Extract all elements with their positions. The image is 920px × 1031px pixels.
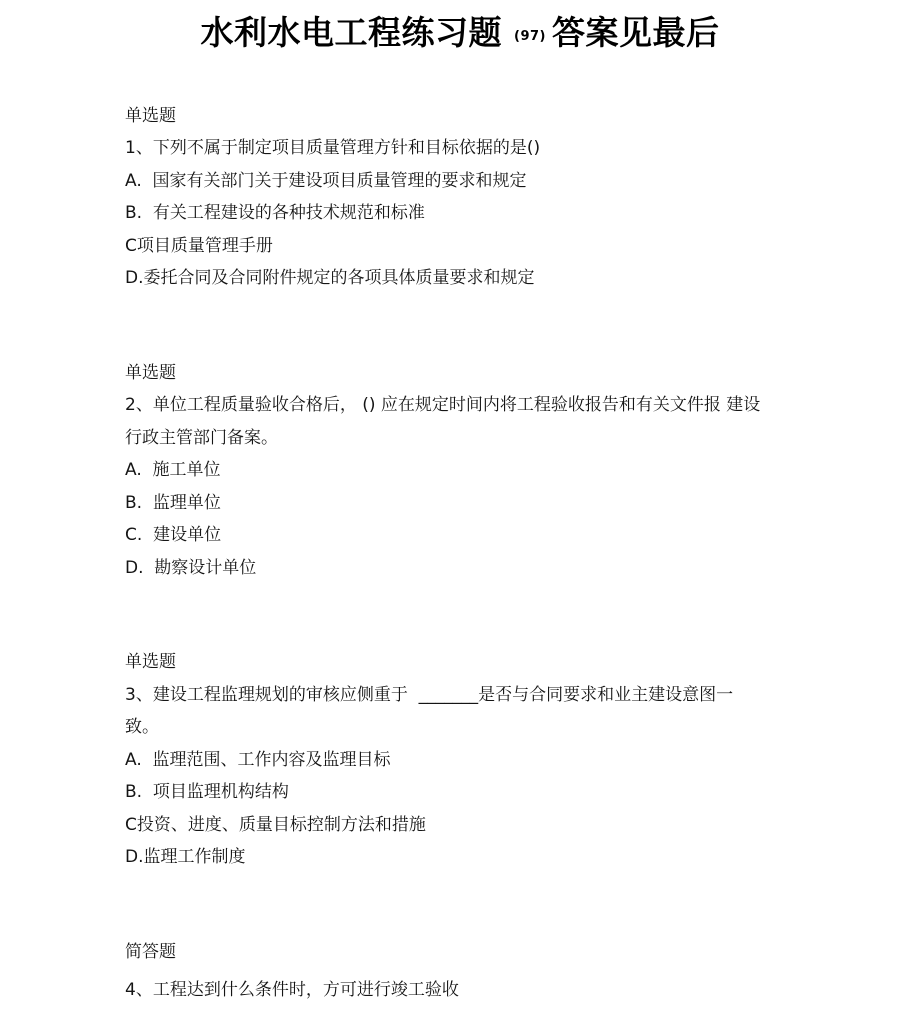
section-type-label: 单选题 bbox=[125, 362, 176, 383]
question-2-option-b: B. 监理单位 bbox=[125, 492, 221, 513]
question-3-text-line-1: 3、建设工程监理规划的审核应侧重于 _______是否与合同要求和业主建设意图一 bbox=[125, 684, 734, 705]
section-type-label: 单选题 bbox=[125, 652, 176, 672]
question-1-option-d: D.委托合同及合同附件规定的各项具体质量要求和规定 bbox=[125, 268, 535, 288]
question-section-1 bbox=[125, 100, 840, 295]
question-3-text-line-2: 致。 bbox=[125, 717, 159, 737]
title-paper-number: (97) bbox=[514, 28, 546, 44]
question-section-2 bbox=[125, 357, 840, 585]
question-3-option-a: A. 监理范围、工作内容及监理目标 bbox=[125, 749, 391, 770]
title-main: 水利水电工程练习题 bbox=[200, 13, 502, 52]
question-3-option-c: C投资、进度、质量目标控制方法和措施 bbox=[125, 814, 426, 835]
question-section-3 bbox=[125, 646, 840, 874]
document-page bbox=[0, 14, 920, 1007]
question-3-option-b: B. 项目监理机构结构 bbox=[125, 782, 289, 802]
section-type-label: 单选题 bbox=[125, 105, 176, 126]
title-tail: 答案见最后 bbox=[551, 13, 720, 52]
section-type-label: 简答题 bbox=[125, 941, 176, 962]
question-3-option-d: D.监理工作制度 bbox=[125, 847, 246, 867]
question-2-text-line-1: 2、单位工程质量验收合格后， () 应在规定时间内将工程验收报告和有关文件报 建设 bbox=[125, 395, 761, 415]
question-1-option-b: B. 有关工程建设的各种技术规范和标准 bbox=[125, 203, 425, 223]
question-1-option-c: C项目质量管理手册 bbox=[125, 235, 273, 256]
document-body bbox=[125, 100, 840, 1007]
question-1-text: 1、下列不属于制定项目质量管理方针和目标依据的是() bbox=[125, 138, 541, 158]
page-title bbox=[0, 14, 920, 54]
question-2-option-a: A. 施工单位 bbox=[125, 460, 221, 480]
question-section-4 bbox=[125, 936, 840, 1007]
question-1-option-a: A. 国家有关部门关于建设项目质量管理的要求和规定 bbox=[125, 170, 527, 191]
question-2-text-line-2: 行政主管部门备案。 bbox=[125, 427, 278, 448]
question-2-option-c: C. 建设单位 bbox=[125, 525, 222, 545]
question-2-option-d: D. 勘察设计单位 bbox=[125, 557, 257, 578]
question-4-text: 4、工程达到什么条件时，方可进行竣工验收 bbox=[125, 980, 459, 1000]
